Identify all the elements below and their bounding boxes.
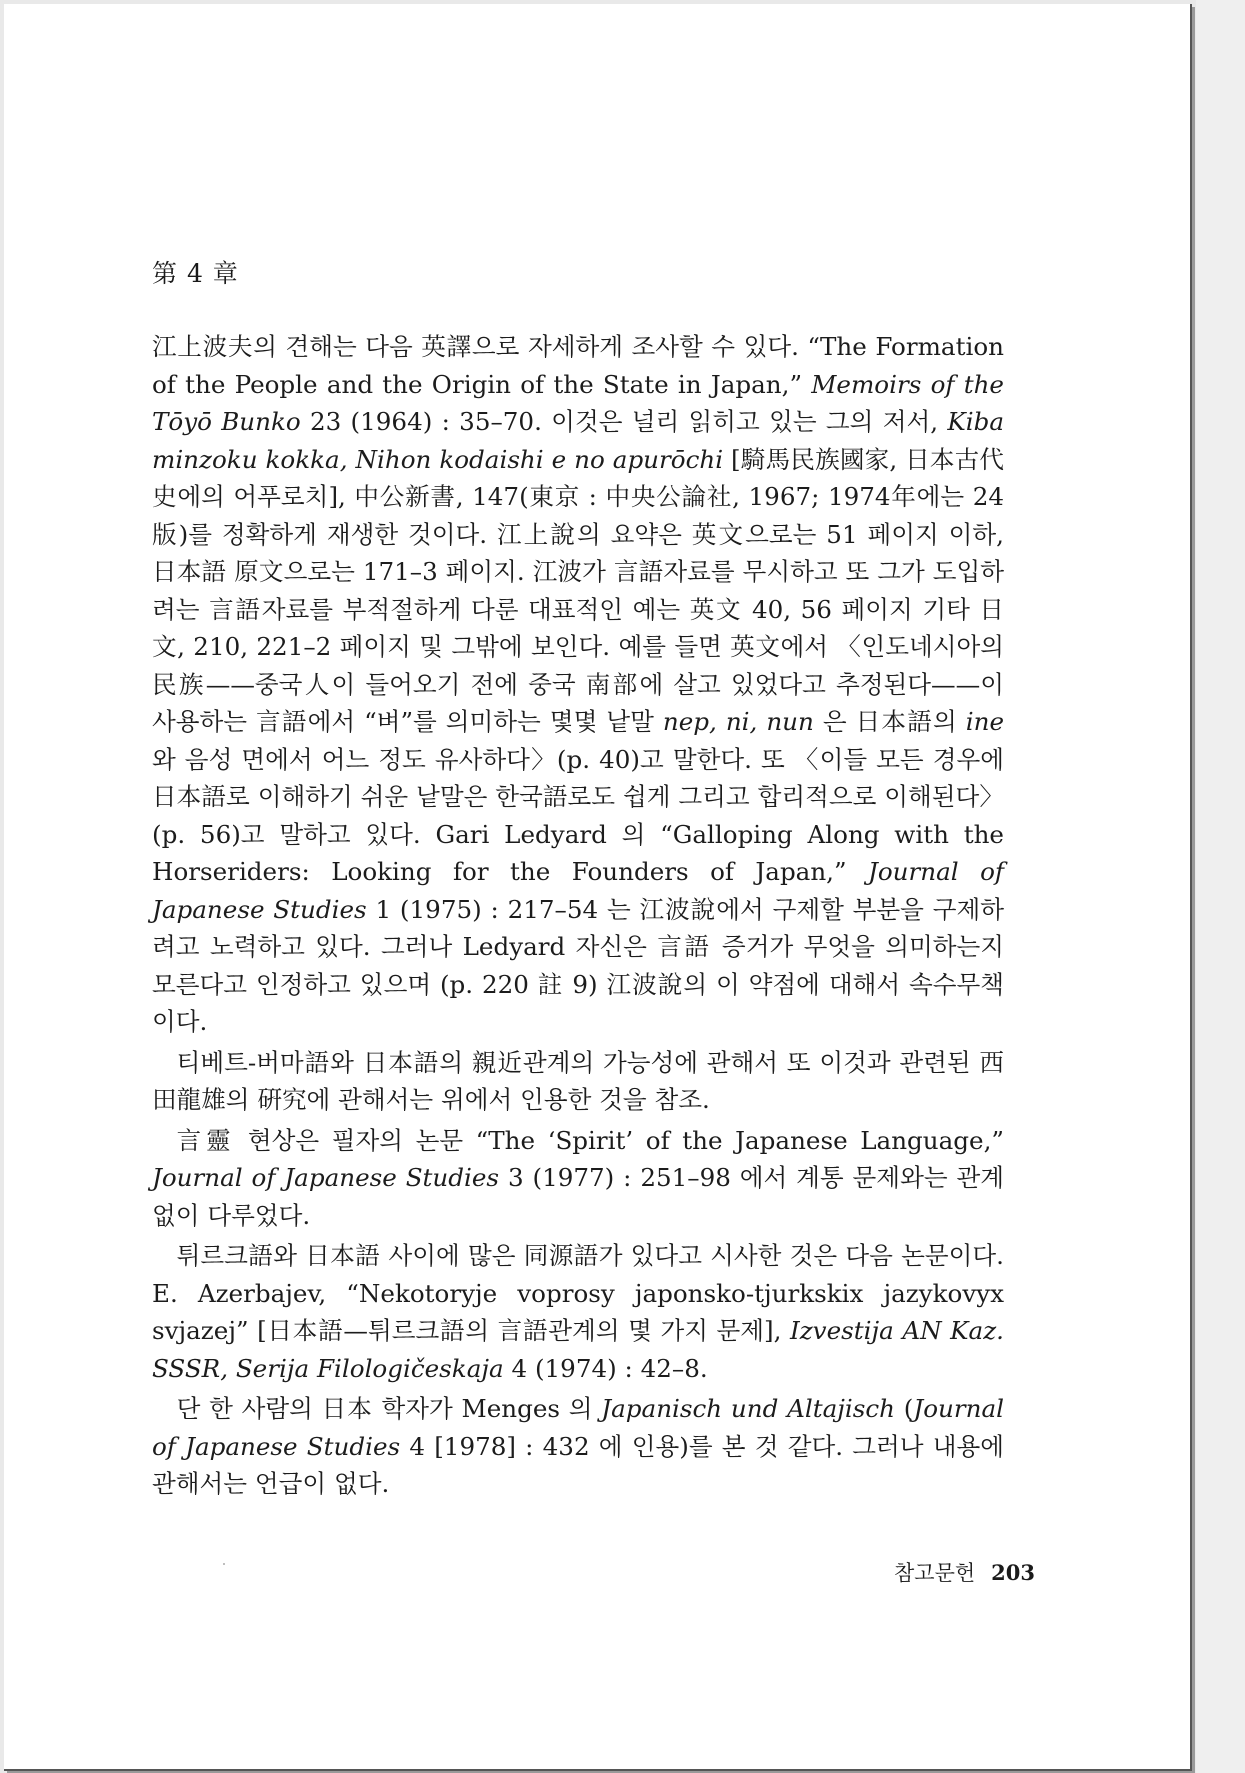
italic-title: Memoirs of the Tōyō Bunko bbox=[152, 369, 1004, 436]
scan-speck bbox=[223, 1563, 225, 1565]
paragraph-3 bbox=[152, 1122, 1004, 1235]
chapter-heading: 第 4 章 bbox=[152, 259, 239, 288]
text-run: 4 [1978] : 432 에 인용)를 본 것 같다. 그러나 내용에 관해서는 언급이 없다. bbox=[152, 1431, 1004, 1498]
text-run: 23 (1964) : 35–70. 이것은 널리 읽히고 있는 그의 저서, bbox=[300, 407, 948, 436]
paragraph-4 bbox=[152, 1237, 1004, 1387]
paragraph-5 bbox=[152, 1390, 1004, 1503]
text-run: 단 한 사람의 日本 학자가 Menges 의 bbox=[176, 1394, 602, 1423]
text-run: [騎馬民族國家, 日本古代史에의 어푸로치], 中公新書, 147(東京 : 中央公論社, 1967; 1974年에는 24版)를 정확하게 재생한 것이다. 江上說의 요약은 英文으로는 51 페이지 이하, 日本語 原文으로는 171–3 페이지. 江波가 言語자료를 무시하고 또 그가 도입하려는 言語자료를 부적절하게 다룬 대표적인 예는 英文 40, 56 페이지 기타 日文, 210, 221–2 페이지 및 그밖에 보인다. 예를 들면 英文에서 〈인도네시아의 民族——중국人이 들어오기 전에 중국 南部에 살고 있었다고 추정된다——이 사용하는 言語에서 “벼”를 의미하는 몇몇 낱말 bbox=[152, 444, 1004, 736]
paragraph-2 bbox=[152, 1044, 1004, 1119]
italic-title: Journal of Japanese Studies bbox=[152, 857, 1004, 924]
body-text bbox=[152, 328, 1004, 1503]
italic-title: Journal of Japanese Studies bbox=[152, 1394, 1004, 1461]
text-run: 言靈 현상은 필자의 논문 “The ‘Spirit’ of the Japanese Language,” bbox=[176, 1125, 1004, 1155]
text-run: 1 (1975) : 217–54 는 江波說에서 구제할 부분을 구제하려고 노력하고 있다. 그러나 Ledyard 자신은 言語 증거가 무엇을 의미하는지 모른다고 인정하고 있으며 (p. 220 註 9) 江波說의 이 약점에 대해서 속수무책이다. bbox=[152, 894, 1005, 1036]
viewer-gutter bbox=[1196, 0, 1245, 1773]
text-run: 3 (1977) : 251–98 에서 계통 문제와는 관계없이 다루었다. bbox=[152, 1163, 1004, 1230]
text-run: 와 음성 면에서 어느 정도 유사하다〉(p. 40)고 말한다. 또 〈이들 모든 경우에 日本語로 이해하기 쉬운 낱말은 한국語로도 쉽게 그리고 합리적으로 이해된다〉(p. 56)고 말하고 있다. Gari Ledyard 의 “Galloping Along with the Horseriders: Looking for the Founders of Japan,” bbox=[152, 744, 1004, 886]
page-number: 203 bbox=[991, 1560, 1035, 1585]
italic-title: Japanisch und Altajisch bbox=[601, 1394, 895, 1423]
italic-title: nep, ni, nun bbox=[662, 707, 814, 736]
italic-title: Izvestija AN Kaz. SSSR, Serija Filologičeskaja bbox=[152, 1316, 1004, 1383]
paragraph-1 bbox=[152, 328, 1004, 1041]
text-run: 4 (1974) : 42–8. bbox=[503, 1353, 708, 1383]
text-run: 江上波夫의 견해는 다음 英譯으로 자세하게 조사할 수 있다. “The Formation of the People and the Origin of the State in Japan,” bbox=[152, 332, 1004, 399]
footer-section-title: 참고문헌 bbox=[894, 1561, 976, 1585]
text-run: 은 日本語의 bbox=[813, 707, 966, 736]
italic-title: Kiba minzoku kokka, Nihon kodaishi e no apurōchi bbox=[152, 407, 1004, 474]
page-footer bbox=[894, 1557, 1035, 1587]
text-run: 튀르크語와 日本語 사이에 많은 同源語가 있다고 시사한 것은 다음 논문이다. E. Azerbajev, “Nekotoryje voprosy japonsko-tjurkskix jazykovyx svjazej” [日本語—튀르크語의 言語관계의 몇 가지 문제], bbox=[152, 1241, 1004, 1345]
text-run: 티베트-버마語와 日本語의 親近관계의 가능성에 관해서 또 이것과 관련된 西田龍雄의 硏究에 관해서는 위에서 인용한 것을 참조. bbox=[152, 1047, 1004, 1114]
italic-title: Journal of Japanese Studies bbox=[152, 1163, 500, 1192]
italic-title: ine bbox=[965, 707, 1005, 736]
text-run: ( bbox=[894, 1394, 914, 1423]
